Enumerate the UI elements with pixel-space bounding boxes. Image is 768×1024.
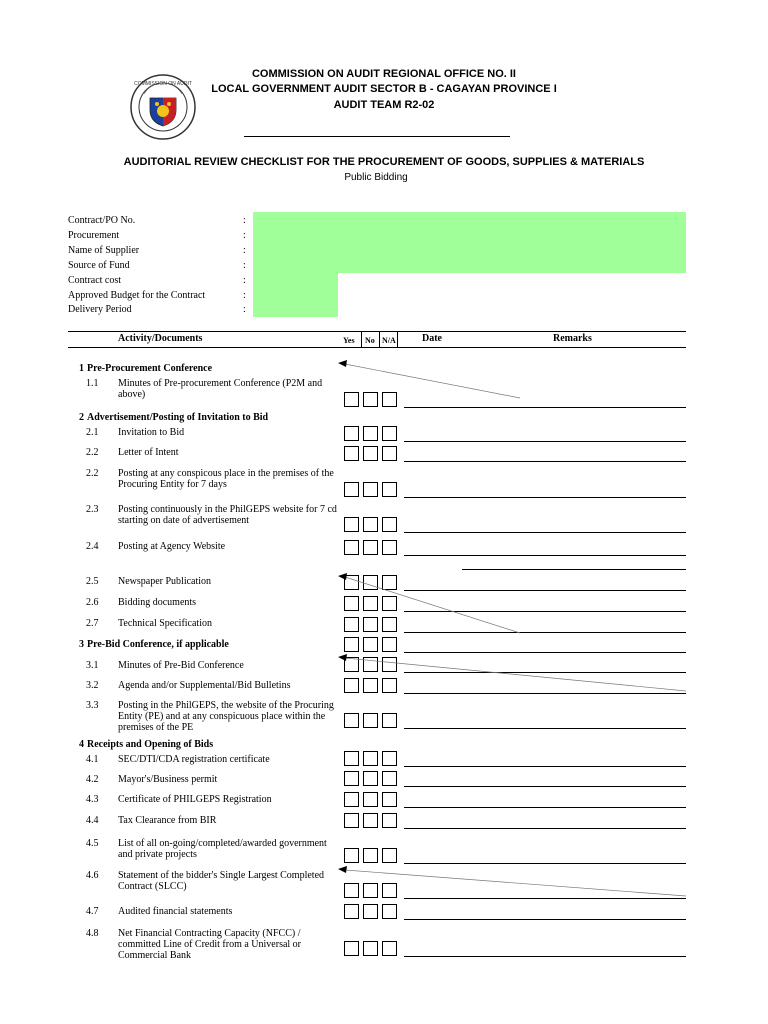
info-colon: : xyxy=(243,290,246,301)
section-title: Pre-Procurement Conference xyxy=(87,363,213,374)
item-number: 2.2 xyxy=(86,468,99,479)
info-colon: : xyxy=(243,230,246,241)
item-text: Newspaper Publication xyxy=(118,576,212,587)
item-number: 2.7 xyxy=(86,618,99,629)
item-text: Net Financial Contracting Capacity (NFCC) / committed Line of Credit from a Universal or Commercial Bank xyxy=(118,928,302,961)
section-number: 4 xyxy=(79,739,84,750)
section-number: 2 xyxy=(79,412,84,423)
column-remarks: Remarks xyxy=(553,333,592,344)
section-number: 3 xyxy=(79,639,84,650)
info-colon: : xyxy=(243,260,246,271)
column-activity: Activity/Documents xyxy=(118,333,203,344)
info-label: Contract/PO No. xyxy=(68,215,136,226)
item-text: List of all on-going/completed/awarded government and private projects xyxy=(118,838,327,860)
item-number: 4.8 xyxy=(86,928,99,939)
item-number: 4.3 xyxy=(86,794,99,805)
item-number: 2.4 xyxy=(86,541,99,552)
info-colon: : xyxy=(243,275,246,286)
item-text: Posting in the PhilGEPS, the website of the Procuring Entity (PE) and at any conspicuous place within the premises of the PE xyxy=(118,700,334,733)
item-text: Minutes of Pre-procurement Conference (P2M and above) xyxy=(118,378,323,400)
section-title: Receipts and Opening of Bids xyxy=(87,739,214,750)
item-text: Posting continuously in the PhilGEPS website for 7 cd starting on date of advertisement xyxy=(118,504,337,526)
page-subtitle: Public Bidding xyxy=(344,172,408,183)
sector-name: LOCAL GOVERNMENT AUDIT SECTOR B - CAGAYAN PROVINCE I xyxy=(211,83,557,95)
item-text: Audited financial statements xyxy=(118,906,233,917)
item-text: Bidding documents xyxy=(118,597,197,608)
item-number: 1.1 xyxy=(86,378,99,389)
item-number: 4.1 xyxy=(86,754,99,765)
item-number: 4.7 xyxy=(86,906,99,917)
info-label: Delivery Period xyxy=(68,304,132,315)
info-label: Source of Fund xyxy=(68,260,130,271)
item-text: Certificate of PHILGEPS Registration xyxy=(118,794,272,805)
info-colon: : xyxy=(243,215,246,226)
item-text: Posting at Agency Website xyxy=(118,541,226,552)
office-name: COMMISSION ON AUDIT REGIONAL OFFICE NO. II xyxy=(251,68,516,80)
column-date: Date xyxy=(422,333,442,344)
section-number: 1 xyxy=(79,363,84,374)
item-number: 4.2 xyxy=(86,774,99,785)
info-label: Approved Budget for the Contract xyxy=(68,290,206,301)
item-text: Invitation to Bid xyxy=(118,427,185,438)
info-label: Contract cost xyxy=(68,275,122,286)
info-label: Procurement xyxy=(68,230,120,241)
column-na: N/A xyxy=(382,336,396,345)
item-text: SEC/DTI/CDA registration certificate xyxy=(118,754,270,765)
item-number: 2.3 xyxy=(86,504,99,515)
item-number: 4.4 xyxy=(86,815,99,826)
column-yes: Yes xyxy=(343,336,355,345)
item-text: Agenda and/or Supplemental/Bid Bulletins xyxy=(118,680,291,691)
item-text: Letter of Intent xyxy=(118,447,179,458)
item-number: 2.1 xyxy=(86,427,99,438)
item-text: Tax Clearance from BIR xyxy=(118,815,217,826)
item-number: 2.2 xyxy=(86,447,99,458)
info-colon: : xyxy=(243,245,246,256)
section-title: Advertisement/Posting of Invitation to Bid xyxy=(87,412,269,423)
column-no: No xyxy=(365,336,375,345)
item-number: 3.1 xyxy=(86,660,99,671)
page-title: AUDITORIAL REVIEW CHECKLIST FOR THE PROCUREMENT OF GOODS, SUPPLIES & MATERIALS xyxy=(123,156,645,168)
item-number: 3.3 xyxy=(86,700,99,711)
item-number: 4.6 xyxy=(86,870,99,881)
item-number: 4.5 xyxy=(86,838,99,849)
item-text: Posting at any conspicous place in the premises of the Procuring Entity for 7 days xyxy=(118,468,334,490)
section-title: Pre-Bid Conference, if applicable xyxy=(87,639,229,650)
item-text: Minutes of Pre-Bid Conference xyxy=(118,660,244,671)
info-label: Name of Supplier xyxy=(68,245,140,256)
item-text: Technical Specification xyxy=(118,618,212,629)
svg-text:COMMISSION ON AUDIT: COMMISSION ON AUDIT xyxy=(134,81,192,87)
item-text: Mayor's/Business permit xyxy=(118,774,218,785)
item-number: 2.5 xyxy=(86,576,99,587)
item-number: 3.2 xyxy=(86,680,99,691)
team-name: AUDIT TEAM R2-02 xyxy=(333,99,435,111)
info-colon: : xyxy=(243,304,246,315)
item-number: 2.6 xyxy=(86,597,99,608)
item-text: Statement of the bidder's Single Largest Completed Contract (SLCC) xyxy=(118,870,325,892)
